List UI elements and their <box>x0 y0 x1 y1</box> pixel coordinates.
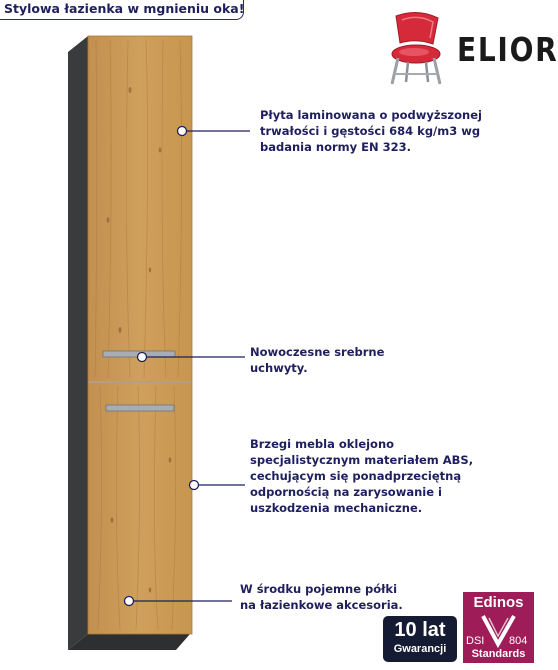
warranty-label: Gwarancji <box>393 643 447 655</box>
edinos-badge <box>463 592 534 663</box>
edinos-dsi: DSI <box>466 635 485 647</box>
annotation-line: uszkodzenia mechaniczne. <box>250 501 423 515</box>
logo-text: ELIOR <box>457 30 558 69</box>
warranty-badge <box>383 616 457 662</box>
annotation-pointers <box>125 127 251 606</box>
annotation-line: Brzegi mebla oklejono <box>250 437 395 451</box>
cabinet-upper-door <box>88 36 192 381</box>
annotation-line: badania normy EN 323. <box>260 140 411 154</box>
chair-icon <box>378 10 458 88</box>
warranty-years: 10 lat <box>394 619 446 641</box>
brand-logo <box>378 10 558 88</box>
edinos-title: Edinos <box>473 594 524 611</box>
cabinet-handle-lower <box>106 405 174 411</box>
annotation-handles <box>250 344 384 376</box>
cabinet-handle-upper <box>103 351 175 357</box>
annotation-edges <box>250 436 473 516</box>
annotation-line: odpornością na zarysowanie i <box>250 485 442 499</box>
cabinet-side-panel <box>68 36 88 650</box>
annotation-line: na łazienkowe akcesoria. <box>240 598 403 612</box>
annotation-line: W środku pojemne półki <box>240 582 398 596</box>
top-banner <box>0 0 244 20</box>
cabinet-lower-door <box>88 383 192 634</box>
annotation-laminate <box>260 107 482 155</box>
annotation-line: specjalistycznym materiałem ABS, <box>250 453 474 467</box>
edinos-number: 804 <box>509 635 528 647</box>
annotation-line: trwałości i gęstości 684 kg/m3 wg <box>260 124 481 138</box>
annotation-shelves <box>240 581 403 613</box>
banner-text: Stylowa łazienka w mgnieniu oka! <box>4 1 245 16</box>
annotation-line: Nowoczesne srebrne <box>250 345 385 359</box>
annotation-line: Płyta laminowana o podwyższonej <box>260 108 482 122</box>
annotation-line: uchwyty. <box>250 361 308 375</box>
annotation-line: cechującym się ponadprzeciętną <box>250 469 462 483</box>
edinos-standards: Standards <box>471 648 526 660</box>
